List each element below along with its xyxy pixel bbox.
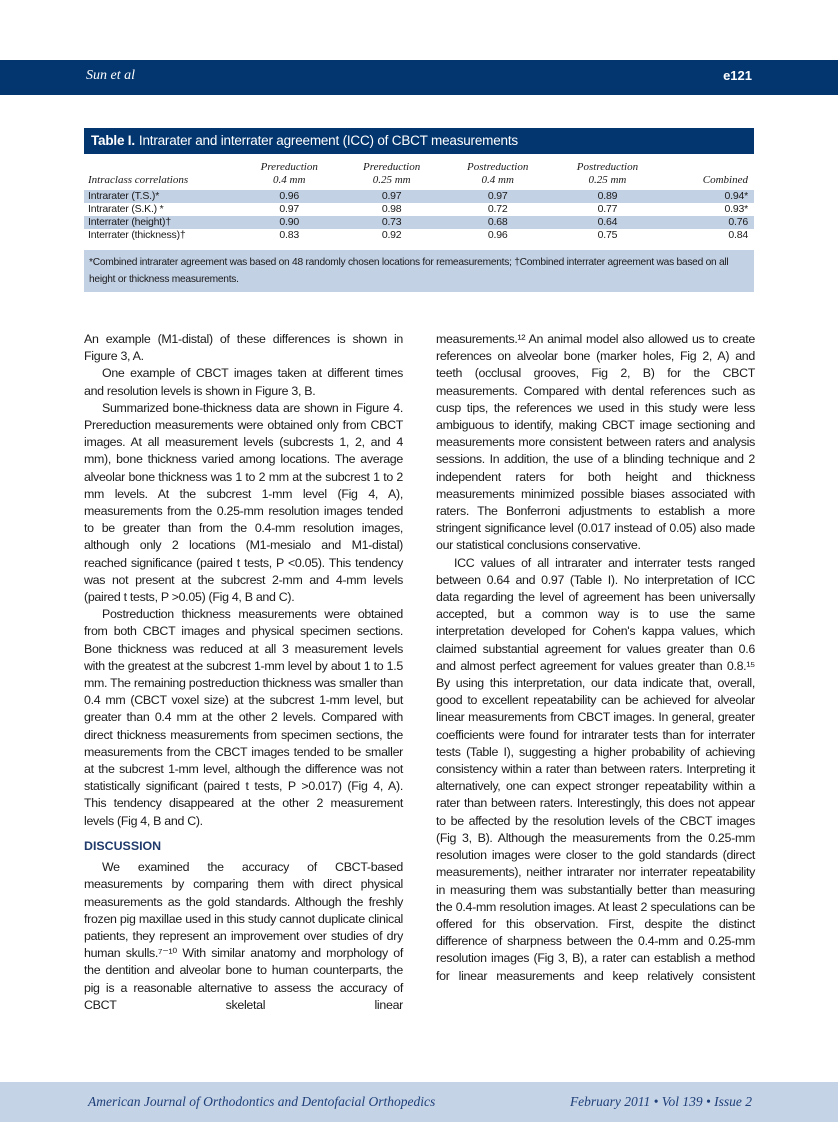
cell: 0.64 [553, 216, 663, 229]
cell: 0.97 [340, 190, 442, 203]
cell: Intrarater (S.K.) * [88, 203, 164, 215]
cell: 0.77 [597, 203, 618, 215]
icc-table [84, 161, 754, 242]
col-header: Intraclass correlations [88, 174, 189, 186]
paragraph: Summarized bone-thickness data are shown in Figure 4. Prereduction measurements were obtained only from CBCT images. At all measurement levels (subcrests 1, 2, and 4 mm), bone thickness varied among locations. The average alveolar bone thickness was 1 to 2 mm at the subcrest 1 to 2 mm levels. At the subcrest 1-mm level (Fig 4, A), measurements from the 0.25-mm resolution images tended to be greater than from the 0.4-mm resolution images, although only 2 locations (M1-mesialo and M1-distal) reached significance (paired t tests, P <0.05). This tendency was not present at the subcrest 2-mm and 4-mm levels (paired t tests, P >0.05) (Fig 4, B and C). [84, 400, 403, 605]
running-header [0, 60, 838, 95]
page-number: e121 [723, 68, 752, 83]
cell: 0.90 [238, 216, 340, 229]
cell: 0.75 [597, 229, 618, 241]
header-authors: Sun et al [86, 68, 135, 83]
cell: 0.94* [662, 190, 754, 203]
cell: 0.72 [487, 203, 508, 215]
cell: 0.93* [724, 203, 748, 215]
table-header-row [84, 161, 754, 190]
paragraph: An example (M1-distal) of these differences is shown in Figure 3, A. [84, 332, 403, 364]
col-header: Postreduction 0.4 mm [467, 161, 529, 186]
col-header: Prereduction 0.25 mm [363, 161, 421, 186]
cell: 0.96 [487, 229, 508, 241]
table-title-bar [84, 128, 754, 154]
right-column [436, 331, 755, 985]
section-heading: DISCUSSION [84, 838, 162, 853]
cell: 0.92 [381, 229, 402, 241]
cell: 0.84 [728, 229, 748, 241]
col-header: Prereduction 0.4 mm [260, 161, 318, 186]
cell: 0.97 [443, 190, 553, 203]
col-header: Postreduction 0.25 mm [576, 161, 639, 186]
table-row [84, 203, 754, 216]
cell: 0.76 [662, 216, 754, 229]
left-column [84, 331, 403, 1014]
table-icc [84, 128, 754, 292]
cell: 0.83 [279, 229, 300, 241]
paragraph: measurements.¹² An animal model also allowed us to create references on alveolar bone (marker holes, Fig 2, A) and teeth (occlusal grooves, Fig 2, B) for the CBCT measurements. Compared with dental references such as cusp tips, the references we used in this study were less ambiguous to identify, making CBCT image sectioning and measurements more consistent between raters and analysis sessions. In addition, the use of a blinding technique and 2 independent raters for both height and thickness measurements minimized possible biases associated with raters. The Bonferroni adjustments to establish a more stringent significance level (0.017 instead of 0.05) also made our statistical conclusions conservative. [436, 332, 755, 553]
table-footnote: *Combined intrarater agreement was based on 48 randomly chosen locations for remeasurements; †Combined interrater agreement was based on all height or thickness measurements. [84, 250, 754, 292]
cell: 0.68 [443, 216, 553, 229]
paragraph: We examined the accuracy of CBCT-based measurements by comparing them with direct physical measurements as the gold standards. Although the freshly frozen pig maxillae used in this study cannot duplicate clinical patients, they represent an improvement over studies of dry human skulls.⁷⁻¹⁰ With similar anatomy and morphology of the dentition and alveolar bone to human counterparts, the pig is a reasonable alternative to assess the accuracy of CBCT skeletal linear [84, 860, 403, 1012]
col-header: Combined [702, 174, 748, 186]
table-label: Table I. [91, 133, 135, 148]
table-title: Intrarater and interrater agreement (ICC) of CBCT measurements [138, 133, 518, 148]
cell: 0.98 [381, 203, 402, 215]
table-row [84, 229, 754, 242]
cell: 0.97 [279, 203, 300, 215]
cell: 0.96 [238, 190, 340, 203]
issue-info: February 2011 • Vol 139 • Issue 2 [569, 1094, 752, 1109]
cell: 0.89 [553, 190, 663, 203]
cell: Interrater (thickness)† [88, 229, 186, 241]
cell: Interrater (height)† [84, 216, 238, 229]
running-footer [0, 1082, 838, 1122]
paragraph: Postreduction thickness measurements were obtained from both CBCT images and physical specimen sections. Bone thickness was reduced at all 3 measurement levels with the greatest at the subcrest 1-mm level by about 1 to 1.5 mm. The remaining postreduction thickness was smaller than 0.4 mm (CBCT voxel size) at the subcrest 1-mm level, but greater than 0.4 mm at the other 2 levels. Compared with direct thickness measurements from specimen sections, the measurements from the CBCT images tended to be smaller at the subcrest 1-mm level, although the difference was not statistically significant (paired t tests, P >0.017) (Fig 4, A). This tendency disappeared at the other 2 measurement levels (Fig 4, B and C). [84, 607, 403, 828]
table-row [84, 216, 754, 229]
cell: Intrarater (T.S.)* [84, 190, 238, 203]
paragraph: ICC values of all intrarater and interrater tests ranged between 0.64 and 0.97 (Table I). No interpretation of ICC data regarding the level of agreement has been universally accepted, but a common way is to use the same interpretation developed for Cohen's kappa values, which claimed substantial agreement for values greater than 0.6 and almost perfect agreement for values greater than 0.8.¹⁵ By using this interpretation, our data indicate that, overall, good to excellent repeatability can be achieved for alveolar linear measurements from CBCT images. In general, greater coefficients were found for intrarater tests than for interrater tests (Table I), suggesting a higher probability of achieving consistency within a rater than between raters. Interpreting it alternatively, one can expect stronger repeatability within a rater than between raters. Interestingly, this does not appear to be affected by the resolution levels of the CBCT images (Fig 3, B). Although the measurements from the 0.25-mm resolution images were closer to the gold standards (direct measurements), neither intrarater nor interrater repeatability in measuring them was substantially better than measuring the 0.4-mm resolution images. At least 2 speculations can be offered for this observation. First, despite the distinct difference of sharpness between the 0.4-mm and 0.25-mm resolution images (Fig 3, B), a rater can establish a method for linear measurements and keep relatively consistent [436, 555, 755, 983]
cell: 0.73 [340, 216, 442, 229]
paragraph: One example of CBCT images taken at different times and resolution levels is shown in Figure 3, B. [84, 366, 403, 398]
table-row [84, 190, 754, 203]
journal-name: American Journal of Orthodontics and Dentofacial Orthopedics [88, 1094, 436, 1109]
